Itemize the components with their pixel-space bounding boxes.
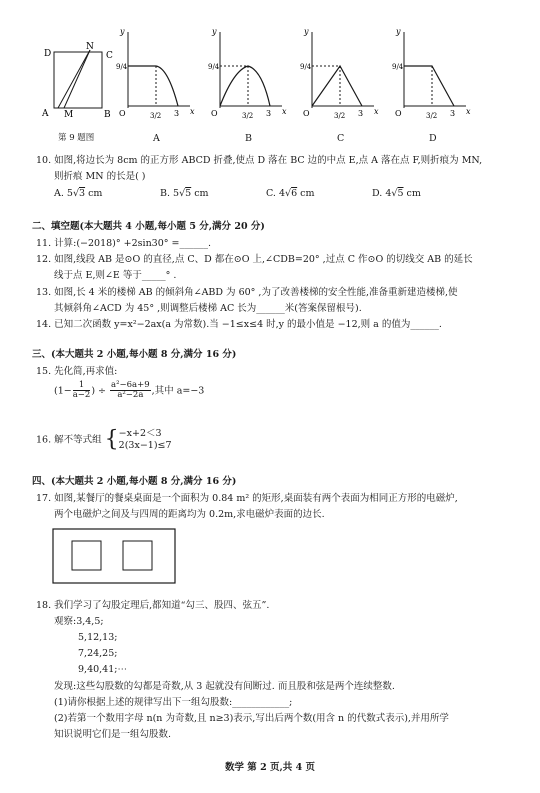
svg-text:O: O [119, 109, 126, 118]
q15-title: 15. 先化简,再求值: [36, 366, 118, 377]
svg-text:O: O [395, 109, 402, 118]
section2-title: 二、填空题(本大题共 4 小题,每小题 5 分,满分 20 分) [32, 221, 265, 232]
svg-text:y: y [396, 27, 401, 36]
section4-title: 四、(本大题共 2 小题,每小题 8 分,满分 16 分) [32, 476, 237, 487]
q14: 14. 已知二次函数 y=x²−2ax(a 为常数).当 −1≤x≤4 时,y 的最小值是 −12,则 a 的值为______. [36, 319, 442, 330]
square-label-m: M [64, 110, 74, 120]
page-footer: 数学 第 2 页,共 4 页 [224, 762, 316, 773]
svg-text:3: 3 [358, 109, 364, 118]
q17-line1: 17. 如图,某餐厅的餐桌桌面是一个面积为 0.84 m² 的矩形,桌面装有两个表面为相同正方形的电磁炉, [36, 493, 458, 504]
svg-text:y: y [304, 27, 309, 36]
graph-label-b: B [245, 133, 252, 144]
svg-text:y: y [120, 27, 125, 36]
q16: 16. 解不等式组 { −x+2＜3 2(3x−1)≤7 [36, 426, 172, 452]
square-label-b: B [104, 110, 111, 120]
q12-line2: 线于点 E,则∠E 等于_____° . [54, 270, 177, 281]
section3-title: 三、(本大题共 2 小题,每小题 8 分,满分 16 分) [32, 349, 237, 360]
q18-part2-line1: (2)若第一个数用字母 n(n 为奇数,且 n≥3)表示,写出后两个数(用含 n 的代数式表示),并用所学 [54, 713, 449, 724]
svg-text:3: 3 [450, 109, 456, 118]
svg-text:9/4: 9/4 [208, 63, 220, 71]
graph-label-c: C [337, 133, 345, 144]
square-label-c: C [106, 51, 113, 61]
q10-option-c: C. 4√6 cm [266, 188, 315, 199]
q10-options [54, 188, 478, 201]
svg-text:3/2: 3/2 [150, 112, 162, 120]
q18-row: 7,24,25; [78, 648, 118, 659]
square-label-n: N [86, 42, 94, 52]
q15-expression: (1− $\frac{1}{a-2}$ ) ÷ $\frac{\text{a²−6a+9}}{\text{a²−2a}}$ ,其中 a=−3 [54, 380, 205, 401]
svg-text:x: x [282, 107, 287, 116]
square-label-d: D [44, 49, 52, 59]
q18-part2-line2: 知识说明它们是一组勾股数. [54, 729, 172, 740]
q18-find: 发现:这些勾股数的勾都是奇数,从 3 起就没有间断过. 而且股和弦是两个连续整数. [54, 681, 395, 692]
svg-text:9/4: 9/4 [300, 63, 312, 71]
q10-option-b: B. 5√5 cm [160, 188, 209, 199]
svg-text:3: 3 [174, 109, 180, 118]
svg-text:3: 3 [266, 109, 272, 118]
svg-text:O: O [303, 109, 310, 118]
q18-part1: (1)请你根据上述的规律写出下一组勾股数:____________; [54, 697, 293, 708]
graph-b [208, 26, 288, 126]
q17-line2: 两个电磁炉之间及与四周的距离均为 0.2m,求电磁炉表面的边长. [54, 509, 325, 520]
svg-text:x: x [374, 107, 379, 116]
figure9-caption: 第 9 题图 [58, 133, 95, 143]
graph-a [116, 26, 196, 126]
q12-line1: 12. 如图,线段 AB 是⊙O 的直径,点 C、D 都在⊙O 上,∠CDB=20° ,过点 C 作⊙O 的切线交 AB 的延长 [36, 254, 473, 265]
svg-text:9/4: 9/4 [116, 63, 128, 71]
svg-text:x: x [466, 107, 471, 116]
svg-text:x: x [190, 107, 195, 116]
q10-option-d: D. 4√5 cm [372, 188, 421, 199]
q13-line2: 其倾斜角∠ACD 为 45° ,则调整后楼梯 AC 长为______米(答案保留根号). [54, 303, 362, 314]
svg-text:3/2: 3/2 [242, 112, 254, 120]
graph-label-a: A [153, 133, 160, 144]
q10-option-a: A. 5√3 cm [54, 188, 103, 199]
svg-text:9/4: 9/4 [392, 63, 404, 71]
q13-line1: 13. 如图,长 4 米的楼梯 AB 的倾斜角∠ABD 为 60° ,为了改善楼梯的安全性能,准备重新建造楼梯,使 [36, 287, 458, 298]
q10-text: 10. 如图,将边长为 8cm 的正方形 ABCD 折叠,使点 D 落在 BC 边的中点 E,点 A 落在点 F,则折痕为 MN, [36, 155, 483, 166]
svg-text:O: O [211, 109, 218, 118]
graph-label-d: D [429, 133, 437, 144]
square-label-a: A [42, 109, 49, 119]
q18-row: 9,40,41;⋯ [78, 664, 127, 675]
svg-text:3/2: 3/2 [334, 112, 346, 120]
graph-d [392, 26, 472, 126]
q10-text2: 则折痕 MN 的长是( ) [54, 171, 146, 182]
q18-observe: 观察:3,4,5; [54, 616, 104, 627]
figure9-square-diagram [38, 42, 118, 122]
table-with-cooktops-diagram [52, 528, 176, 584]
q18-title: 18. 我们学习了勾股定理后,都知道“勾三、股四、弦五”. [36, 600, 270, 611]
q18-row: 5,12,13; [78, 632, 118, 643]
svg-text:3/2: 3/2 [426, 112, 438, 120]
graph-c [300, 26, 380, 126]
q11: 11. 计算:(−2018)° +2sin30° =______. [36, 238, 212, 249]
svg-text:y: y [212, 27, 217, 36]
